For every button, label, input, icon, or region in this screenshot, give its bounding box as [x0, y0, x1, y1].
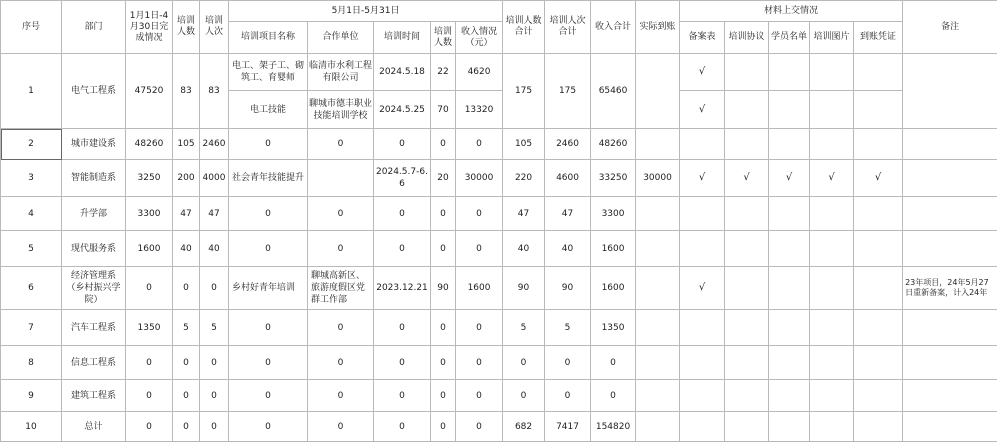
- cell-m-receipt: [854, 380, 903, 412]
- cell-income-total: 1600: [591, 267, 636, 310]
- cell-income-total: 65460: [591, 54, 636, 129]
- cell-people-total: 5: [503, 310, 545, 346]
- header-income-total: 收入合计: [591, 1, 636, 54]
- cell-m-record: [680, 310, 725, 346]
- cell-partner: 0: [308, 197, 374, 231]
- cell-project: 电工技能: [229, 91, 308, 129]
- cell-time: 2023.12.21: [374, 267, 431, 310]
- cell-m-people: 20: [431, 160, 456, 197]
- cell-people-total: 682: [503, 412, 545, 442]
- cell-m-receipt: [854, 310, 903, 346]
- cell-m-record: [680, 346, 725, 380]
- cell-people-total: 90: [503, 267, 545, 310]
- cell-jan-apr: 47520: [126, 54, 173, 129]
- cell-project: 0: [229, 412, 308, 442]
- cell-m-people: 90: [431, 267, 456, 310]
- cell-m-record: [680, 197, 725, 231]
- cell-actual: [636, 197, 680, 231]
- cell-m-roster: [769, 197, 810, 231]
- cell-people: 0: [173, 267, 200, 310]
- cell-m-photos: [810, 91, 854, 129]
- cell-people-total: 105: [503, 129, 545, 160]
- cell-income: 0: [456, 310, 503, 346]
- cell-m-roster: [769, 310, 810, 346]
- cell-m-record: √: [680, 54, 725, 91]
- cell-m-people: 0: [431, 412, 456, 442]
- cell-seq: 3: [1, 160, 62, 197]
- cell-times: 5: [200, 310, 229, 346]
- header-materials-group: 材料上交情况: [680, 1, 903, 22]
- cell-m-photos: √: [810, 160, 854, 197]
- cell-seq: 10: [1, 412, 62, 442]
- cell-partner: 临清市水利工程有限公司: [308, 54, 374, 91]
- cell-time: 0: [374, 129, 431, 160]
- cell-partner: 0: [308, 129, 374, 160]
- cell-project: 0: [229, 346, 308, 380]
- cell-seq: 7: [1, 310, 62, 346]
- cell-dept: 智能制造系: [62, 160, 126, 197]
- cell-people: 5: [173, 310, 200, 346]
- header-dept: 部门: [62, 1, 126, 54]
- cell-remark: [903, 346, 997, 380]
- cell-people: 200: [173, 160, 200, 197]
- cell-project: 电工、架子工、砌筑工、育婴师: [229, 54, 308, 91]
- header-m-receipt: 到账凭证: [854, 22, 903, 54]
- cell-dept: 城市建设系: [62, 129, 126, 160]
- cell-income-total: 154820: [591, 412, 636, 442]
- cell-m-people: 0: [431, 380, 456, 412]
- cell-income: 0: [456, 412, 503, 442]
- cell-actual: [636, 231, 680, 267]
- cell-partner: 0: [308, 231, 374, 267]
- cell-m-record: [680, 380, 725, 412]
- header-train-times: 培训人次: [200, 1, 229, 54]
- cell-m-receipt: [854, 197, 903, 231]
- cell-partner: 0: [308, 346, 374, 380]
- cell-time: 2024.5.18: [374, 54, 431, 91]
- header-train-time: 培训时间: [374, 22, 431, 54]
- cell-time: 0: [374, 310, 431, 346]
- cell-m-receipt: [854, 346, 903, 380]
- cell-m-receipt: [854, 412, 903, 442]
- cell-m-roster: [769, 91, 810, 129]
- cell-times-total: 175: [545, 54, 591, 129]
- cell-remark: [903, 231, 997, 267]
- cell-jan-apr: 3300: [126, 197, 173, 231]
- cell-m-roster: [769, 346, 810, 380]
- cell-remark: [903, 197, 997, 231]
- cell-m-record: √: [680, 160, 725, 197]
- cell-jan-apr: 48260: [126, 129, 173, 160]
- cell-dept: 信息工程系: [62, 346, 126, 380]
- cell-m-photos: [810, 346, 854, 380]
- cell-m-agreement: [725, 197, 769, 231]
- cell-m-roster: [769, 129, 810, 160]
- cell-project: 0: [229, 129, 308, 160]
- cell-m-people: 0: [431, 129, 456, 160]
- cell-partner: 聊城高新区、旅游度假区党群工作部: [308, 267, 374, 310]
- cell-m-people: 0: [431, 197, 456, 231]
- cell-m-receipt: [854, 54, 903, 91]
- cell-remark: [903, 129, 997, 160]
- cell-actual: [636, 412, 680, 442]
- cell-jan-apr: 1350: [126, 310, 173, 346]
- cell-project: 0: [229, 231, 308, 267]
- cell-people-total: 47: [503, 197, 545, 231]
- cell-m-agreement: [725, 380, 769, 412]
- cell-dept: 经济管理系（乡村振兴学院）: [62, 267, 126, 310]
- cell-times-total: 40: [545, 231, 591, 267]
- cell-remark: [903, 412, 997, 442]
- cell-m-people: 22: [431, 54, 456, 91]
- cell-people-total: 175: [503, 54, 545, 129]
- header-seq: 序号: [1, 1, 62, 54]
- cell-people-total: 0: [503, 380, 545, 412]
- cell-people: 0: [173, 380, 200, 412]
- cell-actual: [636, 54, 680, 129]
- header-m-roster: 学员名单: [769, 22, 810, 54]
- header-actual-received: 实际到账: [636, 1, 680, 54]
- cell-income-total: 48260: [591, 129, 636, 160]
- cell-times-total: 0: [545, 380, 591, 412]
- header-train-people: 培训人数: [173, 1, 200, 54]
- cell-jan-apr: 0: [126, 412, 173, 442]
- cell-times: 40: [200, 231, 229, 267]
- cell-m-agreement: [725, 54, 769, 91]
- cell-income-total: 33250: [591, 160, 636, 197]
- cell-project: 0: [229, 197, 308, 231]
- cell-seq[interactable]: 2: [1, 129, 62, 160]
- cell-m-agreement: [725, 91, 769, 129]
- cell-jan-apr: 0: [126, 380, 173, 412]
- cell-income: 0: [456, 346, 503, 380]
- cell-partner: 0: [308, 412, 374, 442]
- cell-m-receipt: [854, 91, 903, 129]
- table-row: [1, 197, 997, 231]
- cell-m-agreement: [725, 310, 769, 346]
- table-row: [1, 129, 997, 160]
- cell-people-total: 0: [503, 346, 545, 380]
- cell-m-agreement: [725, 231, 769, 267]
- cell-seq: 9: [1, 380, 62, 412]
- header-m-photos: 培训图片: [810, 22, 854, 54]
- table-row-total: [1, 412, 997, 442]
- header-income: 收入情况（元）: [456, 22, 503, 54]
- cell-remark: 23年项目，24年5月27日重新备案，计入24年: [903, 267, 997, 310]
- cell-time: 0: [374, 412, 431, 442]
- cell-m-photos: [810, 231, 854, 267]
- table-row: [1, 346, 997, 380]
- cell-times-total: 90: [545, 267, 591, 310]
- cell-income-total: 0: [591, 380, 636, 412]
- cell-m-receipt: [854, 129, 903, 160]
- cell-times: 47: [200, 197, 229, 231]
- cell-project: 0: [229, 310, 308, 346]
- cell-dept: 建筑工程系: [62, 380, 126, 412]
- cell-m-photos: [810, 310, 854, 346]
- cell-times-total: 7417: [545, 412, 591, 442]
- cell-seq: 1: [1, 54, 62, 129]
- cell-partner: 0: [308, 310, 374, 346]
- cell-people-total: 40: [503, 231, 545, 267]
- header-partner: 合作单位: [308, 22, 374, 54]
- cell-times: 0: [200, 380, 229, 412]
- cell-people-total: 220: [503, 160, 545, 197]
- cell-partner: 0: [308, 380, 374, 412]
- cell-income: 0: [456, 129, 503, 160]
- cell-income: 1600: [456, 267, 503, 310]
- cell-actual: [636, 346, 680, 380]
- cell-income: 0: [456, 380, 503, 412]
- header-jan-apr: 1月1日-4月30日完成情况: [126, 1, 173, 54]
- cell-people: 0: [173, 346, 200, 380]
- cell-income: 30000: [456, 160, 503, 197]
- cell-m-agreement: [725, 267, 769, 310]
- cell-times-total: 5: [545, 310, 591, 346]
- cell-m-photos: [810, 267, 854, 310]
- cell-times: 0: [200, 346, 229, 380]
- cell-time: 2024.5.7-6.6: [374, 160, 431, 197]
- cell-m-photos: [810, 412, 854, 442]
- cell-times: 0: [200, 412, 229, 442]
- header-remark: 备注: [903, 1, 997, 54]
- cell-people: 0: [173, 412, 200, 442]
- cell-m-roster: [769, 231, 810, 267]
- cell-m-roster: [769, 412, 810, 442]
- cell-actual: [636, 310, 680, 346]
- cell-m-agreement: [725, 412, 769, 442]
- cell-time: 2024.5.25: [374, 91, 431, 129]
- cell-seq: 5: [1, 231, 62, 267]
- cell-m-photos: [810, 380, 854, 412]
- cell-m-photos: [810, 197, 854, 231]
- header-m-agreement: 培训协议: [725, 22, 769, 54]
- table-row: [1, 54, 997, 91]
- cell-times: 83: [200, 54, 229, 129]
- cell-jan-apr: 3250: [126, 160, 173, 197]
- cell-m-roster: √: [769, 160, 810, 197]
- cell-remark: [903, 160, 997, 197]
- cell-times-total: 47: [545, 197, 591, 231]
- table-row: [1, 231, 997, 267]
- cell-project: 社会青年技能提升: [229, 160, 308, 197]
- cell-dept: 汽车工程系: [62, 310, 126, 346]
- cell-m-record: √: [680, 91, 725, 129]
- cell-actual: [636, 267, 680, 310]
- cell-m-agreement: [725, 129, 769, 160]
- cell-dept: 现代服务系: [62, 231, 126, 267]
- cell-m-people: 0: [431, 346, 456, 380]
- cell-people: 105: [173, 129, 200, 160]
- cell-income: 0: [456, 231, 503, 267]
- cell-seq: 8: [1, 346, 62, 380]
- cell-m-agreement: √: [725, 160, 769, 197]
- header-times-total: 培训人次合计: [545, 1, 591, 54]
- cell-time: 0: [374, 197, 431, 231]
- table-row: [1, 380, 997, 412]
- cell-remark: [903, 310, 997, 346]
- table-row: [1, 160, 997, 197]
- cell-actual: [636, 129, 680, 160]
- cell-income: 13320: [456, 91, 503, 129]
- cell-m-record: [680, 412, 725, 442]
- cell-remark: [903, 380, 997, 412]
- cell-m-agreement: [725, 346, 769, 380]
- cell-income: 0: [456, 197, 503, 231]
- cell-income-total: 0: [591, 346, 636, 380]
- table-row: [1, 267, 997, 310]
- cell-m-photos: [810, 54, 854, 91]
- cell-jan-apr: 0: [126, 267, 173, 310]
- cell-m-people: 0: [431, 231, 456, 267]
- cell-dept: 升学部: [62, 197, 126, 231]
- header-may-group: 5月1日-5月31日: [229, 1, 503, 22]
- cell-times: 2460: [200, 129, 229, 160]
- header-people-total: 培训人数合计: [503, 1, 545, 54]
- cell-project: 0: [229, 380, 308, 412]
- cell-dept: 电气工程系: [62, 54, 126, 129]
- cell-time: 0: [374, 346, 431, 380]
- cell-income-total: 1350: [591, 310, 636, 346]
- cell-jan-apr: 0: [126, 346, 173, 380]
- cell-dept: 总计: [62, 412, 126, 442]
- cell-remark: [903, 54, 997, 129]
- cell-m-roster: [769, 267, 810, 310]
- cell-time: 0: [374, 231, 431, 267]
- cell-jan-apr: 1600: [126, 231, 173, 267]
- header-project-name: 培训项目名称: [229, 22, 308, 54]
- cell-people: 47: [173, 197, 200, 231]
- table-row: [1, 310, 997, 346]
- cell-actual: 30000: [636, 160, 680, 197]
- cell-people: 83: [173, 54, 200, 129]
- cell-m-receipt: [854, 267, 903, 310]
- cell-m-people: 70: [431, 91, 456, 129]
- cell-actual: [636, 380, 680, 412]
- cell-times-total: 2460: [545, 129, 591, 160]
- cell-seq: 6: [1, 267, 62, 310]
- cell-m-roster: [769, 54, 810, 91]
- cell-income: 4620: [456, 54, 503, 91]
- cell-m-receipt: [854, 231, 903, 267]
- cell-m-receipt: √: [854, 160, 903, 197]
- cell-times: 0: [200, 267, 229, 310]
- cell-project: 乡村好青年培训: [229, 267, 308, 310]
- cell-m-record: √: [680, 267, 725, 310]
- cell-partner: 聊城市德丰职业技能培训学校: [308, 91, 374, 129]
- cell-seq: 4: [1, 197, 62, 231]
- cell-partner: [308, 160, 374, 197]
- cell-m-photos: [810, 129, 854, 160]
- cell-m-roster: [769, 380, 810, 412]
- cell-times-total: 4600: [545, 160, 591, 197]
- cell-m-record: [680, 129, 725, 160]
- cell-time: 0: [374, 380, 431, 412]
- cell-times: 4000: [200, 160, 229, 197]
- header-people-count: 培训人数: [431, 22, 456, 54]
- cell-m-record: [680, 231, 725, 267]
- cell-income-total: 1600: [591, 231, 636, 267]
- header-m-record: 备案表: [680, 22, 725, 54]
- cell-people: 40: [173, 231, 200, 267]
- cell-m-people: 0: [431, 310, 456, 346]
- cell-times-total: 0: [545, 346, 591, 380]
- cell-income-total: 3300: [591, 197, 636, 231]
